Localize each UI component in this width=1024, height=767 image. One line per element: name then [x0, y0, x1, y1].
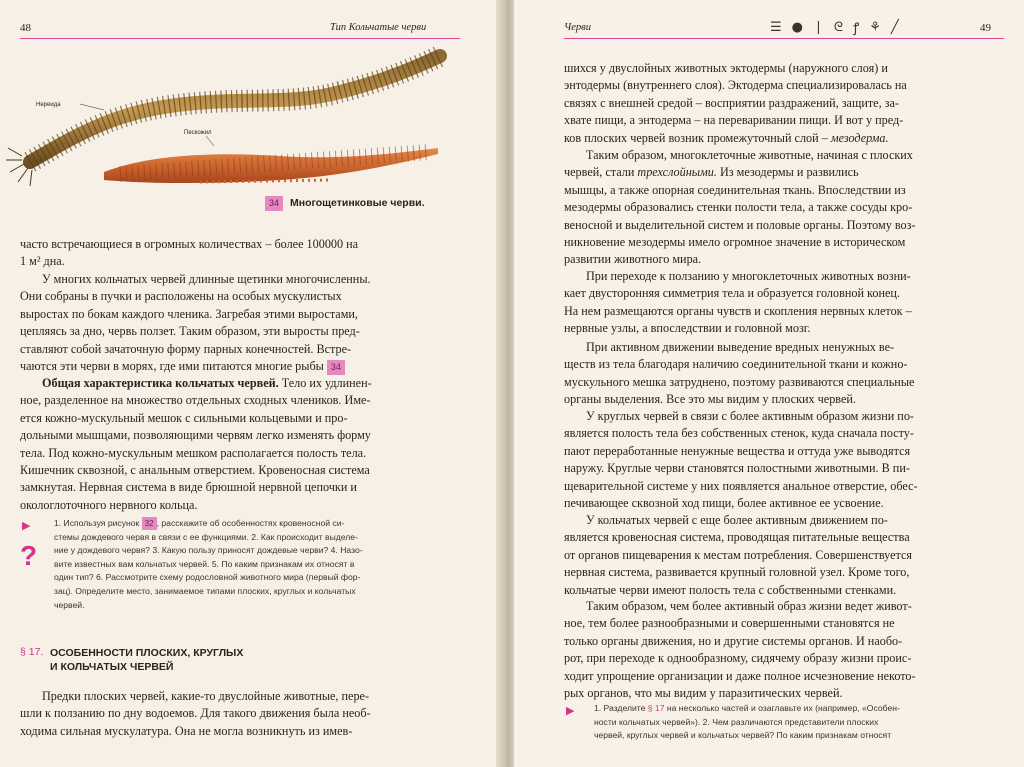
- left-page: [0, 0, 500, 767]
- right-paragraph-6: У кольчатых червей с еще более активным движением по- является кровеносная система, проводящая питательные вещества от органов пищеварения к местам потребления. Совершенствуется нервная система, развивается крупный головной узел. Кроме того, кольчатые черви имеют полость тела с собственными стенками.: [564, 513, 913, 597]
- bug-icon: ⚘: [869, 19, 881, 35]
- nereid-worm: [30, 56, 440, 162]
- section-number: § 17.: [20, 646, 44, 658]
- book-icon: ☰: [770, 19, 782, 35]
- left-paragraph-2: У многих кольчатых червей длинные щетинки многочисленны. Они собраны в пучки и расположены на особых мускулистых выростах по бокам каждого членика. Загребая этими выростами, цепляясь за дно, червь ползет. Таким образом, эти выросты пред- ставляют собой зачаточную форму парных конечностей. Встре- чаются эти черви в морях, где ими питаются многие рыбы 34: [20, 272, 371, 374]
- figure-caption: [265, 193, 425, 211]
- left-paragraph-4: Предки плоских червей, какие-то двуслойные животные, пере- шли к ползанию по дну водоемов. Для такого движения была необ- ходима сильная мускулатура. Она не могла возникнуть из имев-: [20, 689, 371, 738]
- squiggle-icon: ꝭ: [853, 21, 860, 36]
- right-questions: 1. Разделите § 17 на несколько частей и озаглавьте их (например, «Особен- ности кольчатых червей»). 2. Чем различаются представители плоских червей, круглых червей и кольчатых червей? По каким признакам относят: [594, 703, 900, 741]
- right-paragraph-3: При переходе к ползанию у многоклеточных животных возни- кает двусторонняя симметрия тела и образуется головной конец. На нем размещаются органы чувств и скопления нервных клеток – нервные узлы, а впоследствии и головной мозг.: [564, 269, 912, 336]
- left-paragraph-1: часто встречающиеся в огромных количествах – более 100000 на 1 м² дна.: [20, 237, 359, 269]
- left-paragraph-3: Общая характеристика кольчатых червей. Тело их удлинен- ное, разделенное на множество отдельных сходных члеников. Име- ется кожно-мускульный мешок с сильными кольцевыми и про- дольными мышцами, позволяющими червям легко изменять форму тела. Под кожно-мускульным мешком располагается полость тела. Кишечник сквозной, с анальным отверстием. Кровеносная система замкнутая. Нервная система в виде брюшной нервной цепочки и окологлоточного нервного кольца.: [20, 376, 372, 512]
- left-questions: 1. Используя рисунок 32 , расскажите об особенностях кровеносной си- стемы дождевого червя в связи с ее функциями. 2. Как происходит выделе- ние у дождевого червя? 3. Какую пользу приносят дождевые черви? 4. Назо- вите известных вам кольчатых червей. 5. По каким признакам их относят в один тип? 6. Рассмотрите схему родословной животного мира (первый фор- зац). Определите место, занимаемое типами плоских, круглых и кольчатых червей.: [54, 518, 363, 610]
- header-rule-left: [20, 38, 460, 39]
- header-icons: [770, 18, 899, 36]
- running-head-right: Черви: [564, 22, 591, 33]
- sandworm-worm: [104, 148, 438, 183]
- figure-ref-34[interactable]: 34: [327, 360, 345, 375]
- question-mark-icon: ?: [20, 540, 38, 571]
- worms-figure: [0, 44, 470, 214]
- figure-number-tag: 34: [265, 196, 283, 211]
- label-nereid: Нереида: [36, 102, 61, 108]
- right-page: [514, 0, 1024, 767]
- running-head-left: Тип Кольчатые черви: [330, 22, 427, 33]
- label-sandworm: Пескожил: [184, 130, 212, 136]
- figure-caption-text: Многощетинковые черви.: [290, 197, 425, 209]
- right-paragraph-2: Таким образом, многоклеточные животные, начиная с плоских червей, стали трехслойными. Из мезодермы и развились мышцы, а также опорная соединительная ткань. Впоследствии из мезодермы образовались стенки полости тела, а также сосуды кро- веносной и выделительной систем и половые органы. Поэтому воз- никновение мезодермы имело огромное значение в историческом развитии животного мира.: [564, 148, 916, 267]
- header-rule-right: [564, 38, 1004, 39]
- page-number-right: 49: [980, 22, 991, 34]
- term-triploblastic: трехслойными.: [637, 165, 717, 180]
- right-paragraph-5: У круглых червей в связи с более активным образом жизни по- является полость тела без собственных стенок, куда сначала посту- пают переработанные ненужные вещества и оттуда уже выводятся наружу. Круглые черви становятся полостными животными. В пи- щеварительной системе у них появляется анальное отверстие, обес- печивающее сквозной ход пищи, более активное ее усвоение.: [564, 409, 918, 511]
- section-title: ОСОБЕННОСТИ ПЛОСКИХ, КРУГЛЫХ И КОЛЬЧАТЫХ ЧЕРВЕЙ: [50, 647, 244, 673]
- pin-icon: ●: [791, 19, 803, 35]
- arrow-icon: ▶: [22, 519, 31, 532]
- right-paragraph-7: Таким образом, чем более активный образ жизни ведет живот- ное, тем более разнообразными и совершенными становятся не только органы движения, но и другие системы органов. И наобо- рот, при переходе к однообразному, сидячему образу жизни проис- ходит упрощение организации и даже полное исчезновение некото- рых органов, что мы видим у паразитических червей.: [564, 599, 916, 701]
- term-mesoderm: мезодерма.: [830, 130, 889, 145]
- page-number-left: 48: [20, 22, 31, 34]
- spiral-icon: ᘓ: [833, 19, 844, 35]
- section-lead-bold: Общая характеристика кольчатых червей.: [42, 376, 279, 390]
- figure-ref-32[interactable]: 32: [142, 517, 157, 530]
- right-paragraph-1: шихся у двуслойных животных эктодермы (наружного слоя) и энтодермы (внутреннего слоя). Эктодерма специализировалась на связях с внешней средой – восприятии раздражений, защите, за- хвате пищи, а энтодерма – на переваривании пищи. И вот у пред- ков плоских червей возник промежуточный слой – мезодерма.: [564, 61, 907, 145]
- arrow-icon-right: ▶: [566, 704, 575, 717]
- tube-icon: ❘: [813, 19, 824, 35]
- pen-icon: ╱: [890, 19, 899, 35]
- right-paragraph-4: При активном движении выведение вредных ненужных ве- ществ из тела благодаря наличию соединительной ткани и кожно- мускульного мешка затруднено, поэтому развиваются специальные органы выделения. Все это мы видим у плоских червей.: [564, 340, 915, 407]
- section-ref-17[interactable]: § 17: [647, 703, 665, 713]
